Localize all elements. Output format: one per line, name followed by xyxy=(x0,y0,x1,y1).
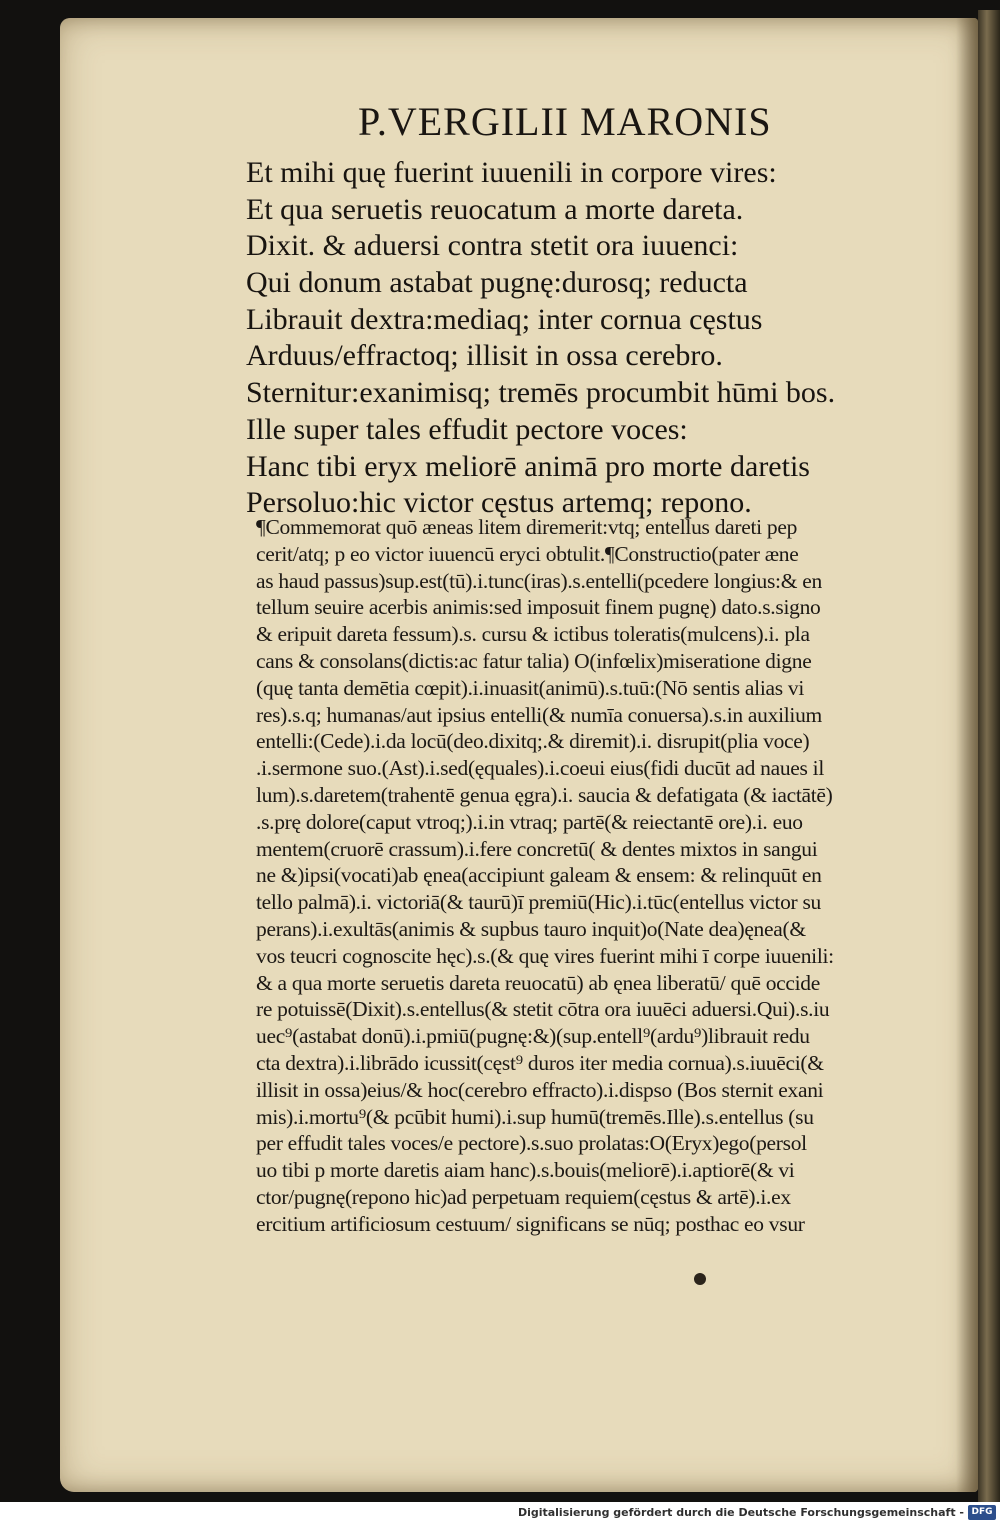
commentary-line: re potuissē(Dixit).s.entellus(& stetit cōtra ora iuuēci aduersi.Qui).s.iu xyxy=(256,997,830,1022)
commentary-line: as haud passus)sup.est(tū).i.tunc(iras).s.entelli(pcedere longius:& en xyxy=(256,568,822,593)
verse-line: Hanc tibi eryx meliorē animā pro morte daretis xyxy=(246,449,810,483)
commentary-line: cans & consolans(dictis:ac fatur talia) O(infœlix)miseratione digne xyxy=(256,648,812,673)
verse-line: Librauit dextra:mediaq; inter cornua cęstus xyxy=(246,302,763,336)
commentary-line: tello palmā).i. victoriā(& taurū)ī premiū(Hic).i.tūc(entellus victor su xyxy=(256,890,821,915)
commentary-line: cta dextra).i.librādo icussit(cęst⁹ duros iter media cornua).s.iuuēci(& xyxy=(256,1050,824,1075)
commentary-line: entelli:(Cede).i.da locū(deo.dixitq;.& diremit).i. disrupit(plia voce) xyxy=(256,729,810,754)
commentary-line: ctor/pugnę(repono hic)ad perpetuam requiem(cęstus & artē).i.ex xyxy=(256,1184,791,1209)
commentary-line: & eripuit dareta fessum).s. cursu & ictibus toleratis(mulcens).i. pla xyxy=(256,622,810,647)
verse-line: Et qua seruetis reuocatum a morte dareta. xyxy=(246,192,744,226)
verse-line: Et mihi quę fuerint iuuenili in corpore vires: xyxy=(246,156,777,189)
verse-line: Dixit. & aduersi contra stetit ora iuuenci: xyxy=(246,229,739,263)
commentary-block xyxy=(256,514,956,1238)
commentary-line: ne &)ipsi(vocati)ab ęnea(accipiunt galeam & ensem: & relinquūt en xyxy=(256,863,822,888)
commentary-line: uo tibi p morte daretis aiam hanc).s.bouis(meliorē).i.aptiorē(& vi xyxy=(256,1158,795,1183)
commentary-line: ercitium artificiosum cestuum/ significans se nūq; posthac eo vsur xyxy=(256,1211,805,1236)
commentary-line: vos teucri cognoscite hęc).s.(& quę vires fuerint mihi ī corpe iuuenili: xyxy=(256,943,834,968)
verse-block xyxy=(246,155,946,522)
commentary-line: & a qua morte seruetis dareta reuocatū) ab ęnea liberatū/ quē occide xyxy=(256,970,820,995)
commentary-line: (quę tanta demētia cœpit).i.inuasit(animū).s.tuū:(Nō sentis alias vi xyxy=(256,675,805,700)
verse-line: Sternitur:exanimisq; tremēs procumbit hūmi bos. xyxy=(246,376,836,410)
commentary-line: mis).i.mortu⁹(& pcūbit humi).i.sup humū(tremēs.Ille).s.entellus (su xyxy=(256,1104,814,1129)
funding-notice: Digitalisierung gefördert durch die Deutsche Forschungsgemeinschaft - xyxy=(517,1506,964,1519)
commentary-line: .i.sermone suo.(Ast).i.sed(ęquales).i.coeui eius(fidi ducūt ad naues il xyxy=(256,756,824,781)
commentary-line: cerit/atq; p eo victor iuuencū eryci obtulit.¶Constructio(pater æne xyxy=(256,541,799,566)
commentary-line: tellum seuire acerbis animis:sed imposuit finem pugnę) dato.s.signo xyxy=(256,595,821,620)
commentary-line: per effudit tales voces/e pectore).s.suo prolatas:O(Eryx)ego(persol xyxy=(256,1131,807,1156)
commentary-line: ¶Commemorat quō æneas litem diremerit:vtq; entellus dareti pep xyxy=(256,515,798,539)
commentary-line: uec⁹(astabat donū).i.pmiū(pugnę:&)(sup.entell⁹(ardu⁹)librauit redu xyxy=(256,1024,810,1049)
commentary-line: res).s.q; humanas/aut ipsius entelli(& numīa conuersa).s.in auxilium xyxy=(256,702,822,727)
commentary-line: lum).s.daretem(trahentē genua ęgra).i. saucia & defatigata (& iactātē) xyxy=(256,782,833,807)
commentary-line: perans).i.exultās(animis & supbus tauro inquit)o(Nate dea)ęnea(& xyxy=(256,916,806,941)
page-title: P.VERGILII MARONIS xyxy=(358,99,772,144)
ink-dot xyxy=(694,1273,706,1285)
verse-line: Arduus/effractoq; illisit in ossa cerebro. xyxy=(246,339,723,373)
footer-bar xyxy=(0,1502,1000,1524)
page-edge xyxy=(978,10,1000,1502)
verse-line: Persoluo:hic victor cęstus artemq; repono. xyxy=(246,486,752,520)
commentary-line: mentem(cruorē crassum).i.fere concretū( & dentes mixtos in sangui xyxy=(256,836,818,861)
verse-line: Ille super tales effudit pectore voces: xyxy=(246,412,688,446)
commentary-line: .s.prę dolore(caput vtroq;).i.in vtraq; partē(& reiectantē ore).i. euo xyxy=(256,809,803,834)
verse-line: Qui donum astabat pugnę:durosq; reducta xyxy=(246,266,748,300)
commentary-line: illisit in ossa)eius/& hoc(cerebro effracto).i.dispso (Bos sternit exani xyxy=(256,1077,824,1102)
dfg-logo-icon: DFG xyxy=(968,1505,996,1520)
